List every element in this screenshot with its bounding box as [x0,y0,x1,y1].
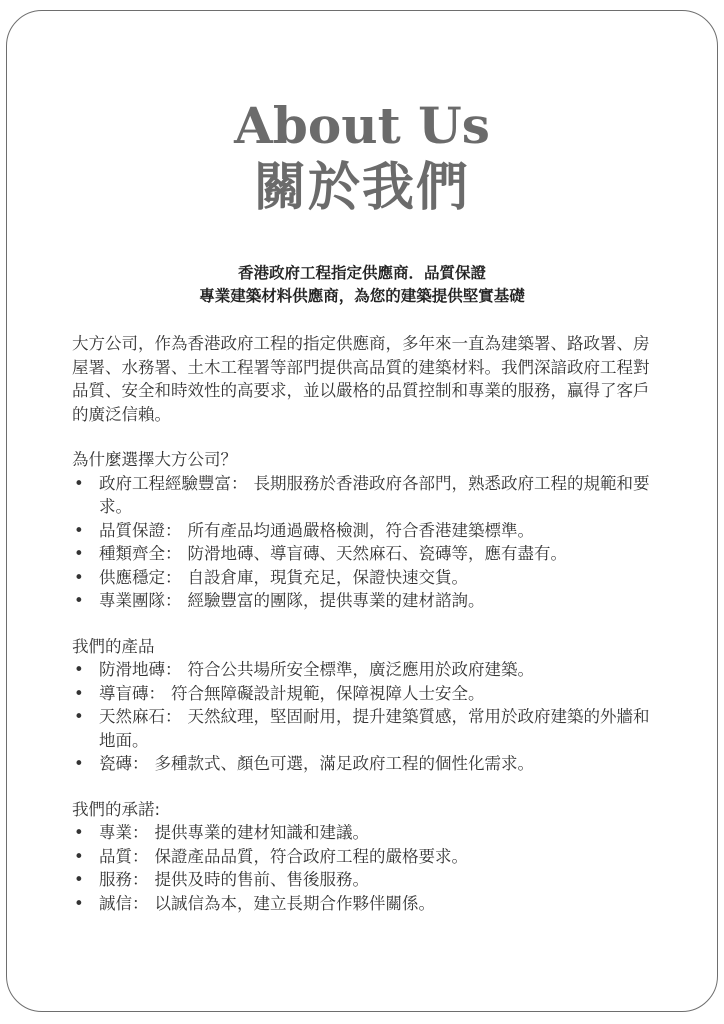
list-item [72,472,662,519]
item-desc: 所有產品均通過嚴格檢測，符合香港建築標準。 [187,520,534,540]
item-desc: 自設倉庫，現貨充足，保證快速交貨。 [187,567,468,587]
list-item [72,519,662,543]
item-term: 品質： [99,846,149,866]
promise-section-title: 我們的承諾: [72,799,161,819]
list-item [72,868,662,892]
item-desc: 提供專業的建材知識和建議。 [154,823,369,842]
list-item [72,845,662,869]
why-list [72,472,662,613]
item-desc: 符合公共場所安全標準，廣泛應用於政府建築。 [187,660,534,679]
item-desc: 防滑地磚、導盲磚、天然麻石、瓷磚等，應有盡有。 [187,544,567,563]
list-item [72,892,662,916]
item-desc: 符合無障礙設計規範，保障視障人士安全。 [171,683,485,703]
item-desc: 以誠信為本，建立長期合作夥伴關係。 [154,893,435,913]
promise-list [72,821,662,915]
list-item [72,589,662,613]
item-desc: 長期服務於香港政府各部門，熟悉政府工程的規範和要求。 [99,473,650,516]
list-item [72,682,662,706]
item-term: 政府工程經驗豐富： [99,473,248,493]
item-term: 導盲磚： [99,683,165,703]
item-term: 誠信： [99,893,149,913]
item-desc: 保證產品品質，符合政府工程的嚴格要求。 [154,846,468,866]
page-title-english: About Us [234,96,490,155]
item-desc: 經驗豐富的團隊，提供專業的建材諮詢。 [187,591,485,610]
products-section-title: 我們的產品 [72,636,155,656]
item-term: 防滑地磚： [99,660,182,679]
item-term: 瓷磚： [99,754,149,773]
intro-paragraph: 大方公司，作為香港政府工程的指定供應商，多年來一直為建築署、路政署、房屋署、水務署、土木工程署等部門提供高品質的建築材料。我們深諳政府工程對品質、安全和時效性的高要求，並以嚴格的品質控制和專業的服務，贏得了客戶的廣泛信賴。 [72,334,650,424]
content-body [72,332,662,937]
page-title-chinese: 關於我們 [253,158,470,218]
list-item [72,566,662,590]
item-desc: 提供及時的售前、售後服務。 [154,870,369,889]
item-term: 天然麻石： [99,707,182,726]
item-term: 種類齊全： [99,544,182,563]
item-desc: 天然紋理，堅固耐用，提升建築質感，常用於政府建築的外牆和地面。 [99,707,650,750]
item-term: 專業： [99,823,149,842]
item-desc: 多種款式、顏色可選，滿足政府工程的個性化需求。 [154,754,534,773]
list-item [72,752,662,776]
item-term: 服務： [99,870,149,889]
list-item [72,542,662,566]
why-section-title: 為什麼選擇大方公司？ [72,450,237,469]
item-term: 專業團隊： [99,591,182,610]
item-term: 供應穩定： [99,567,182,587]
list-item [72,658,662,682]
products-list [72,658,662,776]
tagline-line-1: 香港政府工程指定供應商．品質保證 [237,264,486,282]
item-term: 品質保證： [99,520,182,540]
list-item [72,705,662,752]
list-item [72,821,662,845]
tagline-line-2: 專業建築材料供應商，為您的建築提供堅實基礎 [199,287,525,305]
